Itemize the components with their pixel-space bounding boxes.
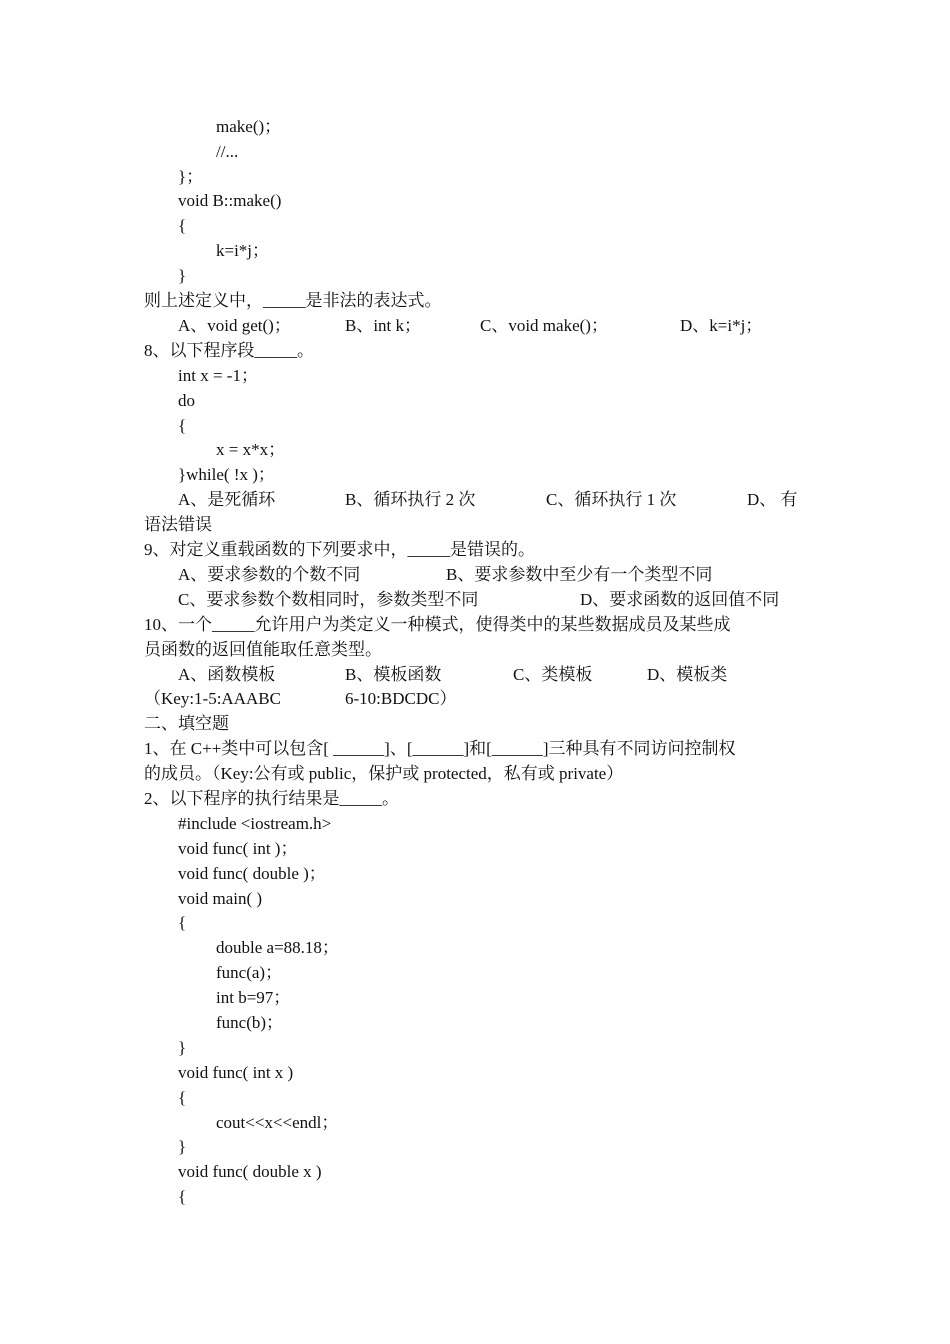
question-10-text-cont: 员函数的返回值能取任意类型。 [144, 640, 382, 659]
code-line: { [178, 416, 187, 435]
question-7-text: 则上述定义中，_____是非法的表达式。 [144, 291, 442, 310]
code-line: }while( !x )； [178, 465, 275, 484]
code-line: void B::make() [178, 191, 282, 210]
code-line: { [178, 1187, 187, 1206]
code-line: x = x*x； [216, 440, 286, 459]
code-line: } [178, 1137, 187, 1156]
q9-option-c: C、要求参数个数相同时，参数类型不同 [178, 590, 479, 609]
code-line: { [178, 1088, 187, 1107]
q7-option-a: A、void get()； [178, 316, 291, 335]
code-line: do [178, 391, 195, 410]
code-line: //... [216, 142, 239, 161]
q10-option-b: B、模板函数 [345, 665, 442, 684]
fill-question-1-cont: 的成员。（Key:公有或 public，保护或 protected，私有或 private） [144, 764, 624, 783]
code-line: { [178, 913, 187, 932]
answer-key-2: 6-10:BDCDC） [345, 689, 457, 708]
code-line: double a=88.18； [216, 938, 339, 957]
code-line: { [178, 216, 187, 235]
fill-question-2: 2、以下程序的执行结果是_____。 [144, 789, 399, 808]
code-line: void main( ) [178, 889, 263, 908]
code-line: int x = -1； [178, 366, 258, 385]
code-line: int b=97； [216, 988, 291, 1007]
fill-question-1: 1、在 C++类中可以包含[ ______]、[______]和[______]三种具有不同访问控制权 [144, 739, 736, 758]
q7-option-c: C、void make()； [480, 316, 608, 335]
q8-option-b: B、循环执行 2 次 [345, 490, 476, 509]
code-line: func(b)； [216, 1013, 284, 1032]
code-line: void func( double x ) [178, 1162, 322, 1181]
q8-option-a: A、是死循环 [178, 490, 276, 509]
q7-option-b: B、int k； [345, 316, 422, 335]
code-line: make()； [216, 117, 282, 136]
question-8-text: 8、以下程序段_____。 [144, 341, 314, 360]
q9-option-a: A、要求参数的个数不同 [178, 565, 361, 584]
q10-option-d: D、模板类 [647, 665, 728, 684]
q7-option-d: D、k=i*j； [680, 316, 763, 335]
answer-key-1: （Key:1-5:AAABC [144, 689, 281, 708]
code-line: void func( int )； [178, 839, 298, 858]
q8-option-c: C、循环执行 1 次 [546, 490, 677, 509]
q9-option-d: D、要求函数的返回值不同 [580, 590, 780, 609]
question-9-text: 9、对定义重载函数的下列要求中，_____是错误的。 [144, 540, 535, 559]
code-line: #include <iostream.h> [178, 814, 332, 833]
q8-option-d: D、 有 [747, 490, 798, 509]
code-line: } [178, 266, 187, 285]
code-line: func(a)； [216, 963, 283, 982]
code-line: void func( double )； [178, 864, 326, 883]
question-10-text: 10、一个_____允许用户为类定义一种模式，使得类中的某些数据成员及某些成 [144, 615, 731, 634]
q10-option-c: C、类模板 [513, 665, 593, 684]
q10-option-a: A、函数模板 [178, 665, 276, 684]
code-line: } [178, 1038, 187, 1057]
code-line: k=i*j； [216, 241, 270, 260]
code-line: cout<<x<<endl； [216, 1113, 339, 1132]
code-line: void func( int x ) [178, 1063, 294, 1082]
code-line: }； [178, 167, 204, 186]
section-heading: 二、填空题 [144, 714, 229, 733]
q8-option-d-continued: 语法错误 [144, 515, 212, 534]
q9-option-b: B、要求参数中至少有一个类型不同 [446, 565, 713, 584]
